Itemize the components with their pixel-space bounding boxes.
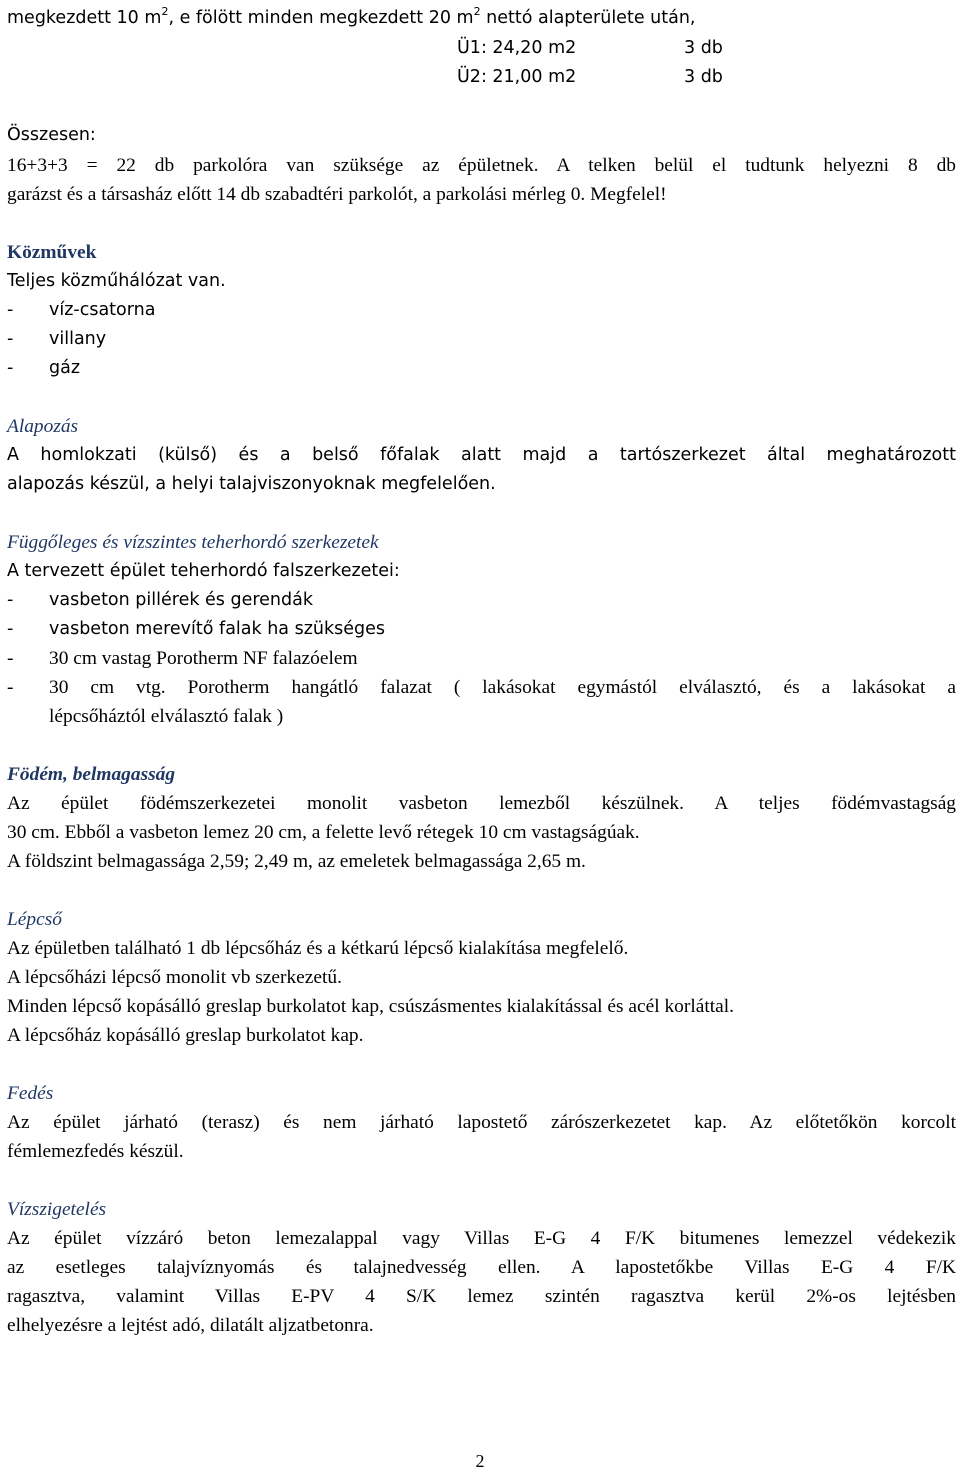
section-heading-foundation: Alapozás — [7, 416, 79, 437]
unit-row-count: 3 db — [684, 38, 723, 58]
stairs-line: Minden lépcső kopásálló greslap burkolatot kap, csúszásmentes kialakítással és acél korláttal. — [7, 996, 734, 1017]
utilities-intro: Teljes közműhálózat van. — [7, 271, 226, 291]
roof-line: fémlemezfedés készül. — [7, 1141, 184, 1162]
foundation-line: A homlokzati (külső) és a belső főfalak alatt majd a tartószerkezet által meghatározott — [7, 445, 956, 465]
structure-item: 30 cm vastag Porotherm NF falazóelem — [49, 648, 358, 669]
bullet-dash: - — [7, 590, 14, 610]
bullet-dash: - — [7, 648, 14, 669]
superscript: 2 — [473, 5, 481, 18]
waterproofing-line: Az épület vízzáró beton lemezalappal vagy Villas E-G 4 F/K bitumenes lemezzel védekezik — [7, 1228, 956, 1249]
foundation-line: alapozás készül, a helyi talajviszonyoknak megfelelően. — [7, 474, 496, 494]
waterproofing-line: az esetleges talajvíznyomás és talajnedvesség ellen. A lapostetőkbe Villas E-G 4 F/K — [7, 1257, 956, 1278]
stairs-line: A lépcsőház kopásálló greslap burkolatot kap. — [7, 1025, 364, 1046]
slab-line: A földszint belmagassága 2,59; 2,49 m, az emeletek belmagassága 2,65 m. — [7, 851, 586, 872]
bullet-dash: - — [7, 677, 14, 698]
unit-row-label: Ü2: 21,00 m2 — [457, 67, 577, 87]
stairs-line: Az épületben található 1 db lépcsőház és a kétkarú lépcső kialakítása megfelelő. — [7, 938, 629, 959]
section-heading-structure: Függőleges és vízszintes teherhordó szerkezetek — [7, 532, 379, 553]
page-number: 2 — [475, 1451, 485, 1471]
summary-line: garázst és a társasház előtt 14 db szabadtéri parkolót, a parkolási mérleg 0. Megfelel! — [7, 184, 667, 205]
utility-item: víz-csatorna — [49, 300, 156, 320]
section-heading-utilities: Közművek — [7, 242, 97, 263]
waterproofing-line: elhelyezésre a lejtést adó, dilatált aljzatbetonra. — [7, 1315, 374, 1336]
superscript: 2 — [161, 5, 169, 18]
section-heading-roof: Fedés — [7, 1083, 54, 1104]
section-heading-waterproofing: Vízszigetelés — [7, 1199, 107, 1220]
unit-row-count: 3 db — [684, 67, 723, 87]
waterproofing-line: ragasztva, valamint Villas E-PV 4 S/K lemez szintén ragasztva kerül 2%-os lejtésben — [7, 1286, 956, 1307]
utility-item: gáz — [49, 358, 81, 378]
slab-line: 30 cm. Ebből a vasbeton lemez 20 cm, a felette levő rétegek 10 cm vastagságúak. — [7, 822, 640, 843]
section-heading-slab: Födém, belmagasság — [7, 764, 176, 785]
stairs-line: A lépcsőházi lépcső monolit vb szerkezetű. — [7, 967, 342, 988]
structure-intro: A tervezett épület teherhordó falszerkezetei: — [7, 561, 400, 581]
parking-rule-line — [7, 4, 695, 33]
bullet-dash: - — [7, 619, 14, 639]
utility-item: villany — [49, 329, 107, 349]
parking-rule-text-b: , e fölött minden megkezdett 20 m — [168, 8, 474, 28]
bullet-dash: - — [7, 358, 14, 378]
bullet-dash: - — [7, 329, 14, 349]
summary-line: 16+3+3 = 22 db parkolóra van szüksége az épületnek. A telken belül el tudtunk helyezni 8 db — [7, 155, 956, 176]
parking-rule-text-a: megkezdett 10 m — [7, 8, 162, 28]
slab-line: Az épület födémszerkezetei monolit vasbeton lemezből készülnek. A teljes födémvastagság — [7, 793, 956, 814]
summary-heading: Összesen: — [7, 125, 96, 145]
bullet-dash: - — [7, 300, 14, 320]
roof-line: Az épület járható (terasz) és nem járható lapostető zárószerkezetet kap. Az előtetőkön korcolt — [7, 1112, 956, 1133]
structure-item: vasbeton merevítő falak ha szükséges — [49, 619, 385, 639]
structure-item: 30 cm vtg. Porotherm hangátló falazat ( lakásokat egymástól elválasztó, és a lakásokat a — [49, 677, 956, 698]
unit-row-label: Ü1: 24,20 m2 — [457, 38, 577, 58]
structure-item: vasbeton pillérek és gerendák — [49, 590, 313, 610]
parking-rule-text-c: nettó alapterülete után, — [480, 8, 696, 28]
section-heading-stairs: Lépcső — [7, 909, 62, 930]
structure-item-continuation: lépcsőháztól elválasztó falak ) — [49, 706, 284, 727]
